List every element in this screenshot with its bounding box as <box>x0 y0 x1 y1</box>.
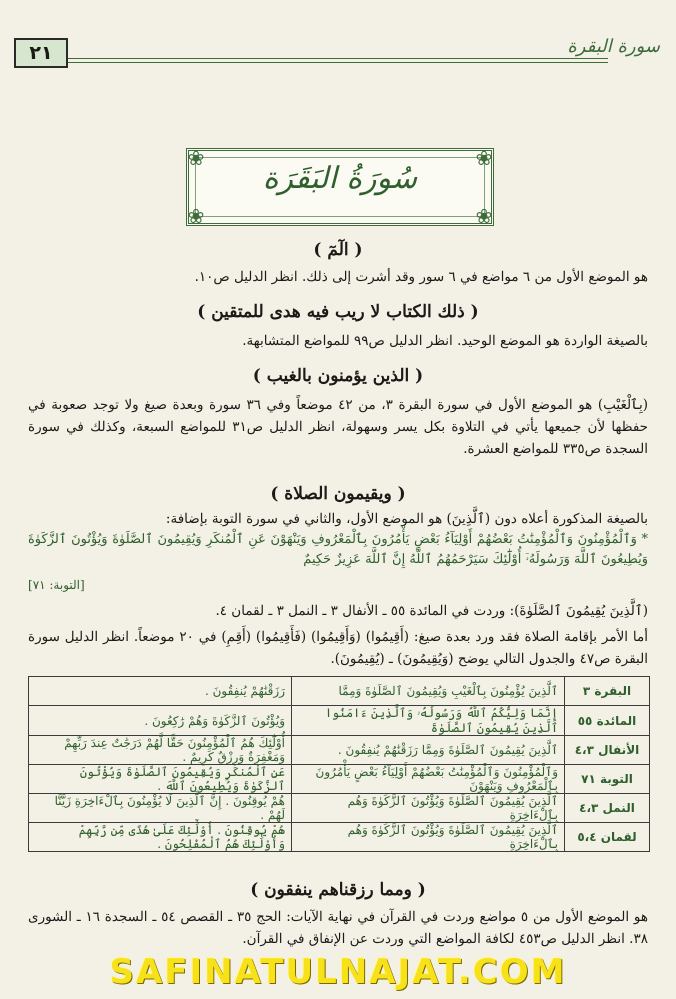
page-number: ٢١ <box>14 38 68 68</box>
section-heading: ( الذين يؤمنون بالغيب ) <box>252 366 424 386</box>
section-text: (بِٱلْغَيْبِ) هو الموضع الأول في سورة البقرة ٣، من ٤٢ موضعاً وفي ٣٦ سورة وبعدة صيغ ولا توجد صعوبة في حفظها لأن جميعها يأتي في التلاوة بكل يسر وسهولة، انظر الدليل ص٣١ للمواضع السبعة، وكذلك في سورة السجدة ص٣٣٥ للمواضع العشرة. <box>28 397 649 457</box>
verses-table <box>28 676 650 852</box>
ornament-corner-icon: ❀ <box>187 204 205 228</box>
table-cell: ٱلَّذِينَ يُقِيمُونَ ٱلصَّلَوٰةَ وَيُؤْتُونَ ٱلزَّكَوٰةَ وَهُم بِٱلْءَاخِرَةِ <box>292 823 565 852</box>
site-watermark: SAFINATULNAJAT.COM <box>109 952 567 992</box>
table-cell-ref: الأنفال ٤،٣ <box>565 736 650 765</box>
table-row <box>29 736 650 765</box>
ornament-corner-icon: ❀ <box>475 204 493 228</box>
note-text: أما الأمر بإقامة الصلاة فقد ورد بعدة صيغ: (أَقِيمُوا) (وَأَقِيمُوا) (فَأَقِيمُوا) (أَقِمِ) في ٢٠ موضعاً. انظر الدليل سورة البقرة ص٤٧ والجدول التالي يوضح (وَيُقِيمُونَ) ـ (يُقِيمُونَ). <box>28 629 648 667</box>
section-text: هو الموضع الأول من ٥ مواضع وردت في القرآن في نهاية الآيات: الحج ٣٥ ـ القصص ٥٤ ـ السجدة ١٦ ـ الشورى ٣٨. انظر الدليل ص٤٥٣ لكافة المواضع التي وردت عن الإنفاق في القرآن. <box>28 909 648 947</box>
ornament-corner-icon: ❀ <box>475 146 493 170</box>
table-row <box>29 823 650 852</box>
surah-header-title: سورة البقرة <box>567 36 660 57</box>
ornament-corner-icon: ❀ <box>187 146 205 170</box>
section-heading: ( ذلك الكتاب لا ريب فيه هدى للمتقين ) <box>197 302 479 322</box>
section-heading: ( ويقيمون الصلاة ) <box>270 484 406 504</box>
quran-verse: * وَٱلْمُؤْمِنُونَ وَٱلْمُؤْمِنَٰتُ بَعْضُهُمْ أَوْلِيَآءُ بَعْضٍ يَأْمُرُونَ بِٱلْمَعْرُوفِ وَيَنْهَوْنَ عَنِ ٱلْمُنكَرِ وَيُقِيمُونَ ٱلصَّلَوٰةَ وَيُؤْتُونَ ٱلزَّكَوٰةَ وَيُطِيعُونَ ٱللَّهَ وَرَسُولَهُۥٓ أُوْلَٰٓئِكَ سَيَرْحَمُهُمُ ٱللَّهُ إِنَّ ٱللَّهَ عَزِيزٌ حَكِيمٌ <box>28 532 648 567</box>
table-cell: ٱلَّذِينَ يُؤْمِنُونَ بِٱلْغَيْبِ وَيُقِيمُونَ ٱلصَّلَوٰةَ وَمِمَّا <box>292 677 565 706</box>
table-row <box>29 677 650 706</box>
table-cell-ref: المائدة ٥٥ <box>565 706 650 736</box>
header-rule <box>68 58 608 63</box>
table-cell: وَٱلْمُؤْمِنُونَ وَٱلْمُؤْمِنَٰتُ بَعْضُهُمْ أَوْلِيَآءُ بَعْضٍ يَأْمُرُونَ بِٱلْمَعْرُوفِ وَيَنْهَوْنَ <box>292 765 565 794</box>
surah-title: سُورَةُ البَقَرَة <box>262 161 418 196</box>
table-cell: ٱلَّذِينَ يُقِيمُونَ ٱلصَّلَوٰةَ وَمِمَّا رَزَقْنَٰهُمْ يُنفِقُونَ . <box>292 736 565 765</box>
surah-title-frame <box>186 148 494 226</box>
table-cell: أُوْلَٰٓئِكَ هُمُ ٱلْمُؤْمِنُونَ حَقًّا لَّهُمْ دَرَجَٰتٌ عِندَ رَبِّهِمْ وَمَغْفِرَةٌ وَرِزْقٌ كَرِيمٌ . <box>29 736 292 765</box>
table-cell-ref: التوبة ٧١ <box>565 765 650 794</box>
table-cell: عَنِ ٱلْمُنكَرِ وَيُقِيمُونَ ٱلصَّلَوٰةَ وَيُؤْتُونَ ٱلزَّكَوٰةَ وَيُطِيعُونَ ٱللَّهَ . <box>29 765 292 794</box>
table-cell-ref: لقمان ٥،٤ <box>565 823 650 852</box>
section-text: بالصيغة الواردة هو الموضع الوحيد. انظر الدليل ص٩٩ للمواضع المتشابهة. <box>242 333 648 349</box>
table-row <box>29 706 650 736</box>
table-cell: إِنَّمَا وَلِيُّكُمُ ٱللَّهُ وَرَسُولُهُۥ وَٱلَّذِينَ ءَامَنُوا ٱلَّذِينَ يُقِيمُونَ ٱلصَّلَوٰةَ <box>292 706 565 736</box>
table-cell: هُمْ يُوقِنُونَ . إِنَّ ٱلَّذِينَ لَا يُؤْمِنُونَ بِٱلْءَاخِرَةِ زَيَّنَّا لَهُمْ . <box>29 794 292 823</box>
table-cell: ٱلَّذِينَ يُقِيمُونَ ٱلصَّلَوٰةَ وَيُؤْتُونَ ٱلزَّكَوٰةَ وَهُم بِٱلْءَاخِرَةِ <box>292 794 565 823</box>
section-heading: ( ومما رزقناهم ينفقون ) <box>250 880 426 900</box>
table-cell-ref: البقرة ٣ <box>565 677 650 706</box>
page-header <box>8 36 668 68</box>
section-text: هو الموضع الأول من ٦ مواضع في ٦ سور وقد أشرت إلى ذلك. انظر الدليل ص١٠. <box>194 269 648 285</box>
table-row <box>29 765 650 794</box>
table-cell: هُمْ يُوقِنُونَ . أُوْلَٰٓئِكَ عَلَىٰ هُدًى مِّن رَّبِّهِمْ وَأُوْلَٰٓئِكَ هُمُ ٱلْمُفْلِحُونَ . <box>29 823 292 852</box>
table-cell: رَزَقْنَٰهُمْ يُنفِقُونَ . <box>29 677 292 706</box>
table-cell-ref: النمل ٤،٣ <box>565 794 650 823</box>
table-cell: وَيُؤْتُونَ ٱلزَّكَوٰةَ وَهُمْ رَٰكِعُونَ . <box>29 706 292 736</box>
verse-reference: [التوبة: ٧١] <box>28 578 85 592</box>
section-text: بالصيغة المذكورة أعلاه دون (ٱلَّذِينَ) هو الموضع الأول، والثاني في سورة التوبة بإضافة: <box>165 511 648 527</box>
note-text: (ٱلَّذِينَ يُقِيمُونَ ٱلصَّلَوٰةَ): وردت في المائدة ٥٥ ـ الأنفال ٣ ـ النمل ٣ ـ لقمان ٤. <box>215 603 648 619</box>
table-row <box>29 794 650 823</box>
section-heading: ( الٓمٓ ) <box>313 240 363 260</box>
